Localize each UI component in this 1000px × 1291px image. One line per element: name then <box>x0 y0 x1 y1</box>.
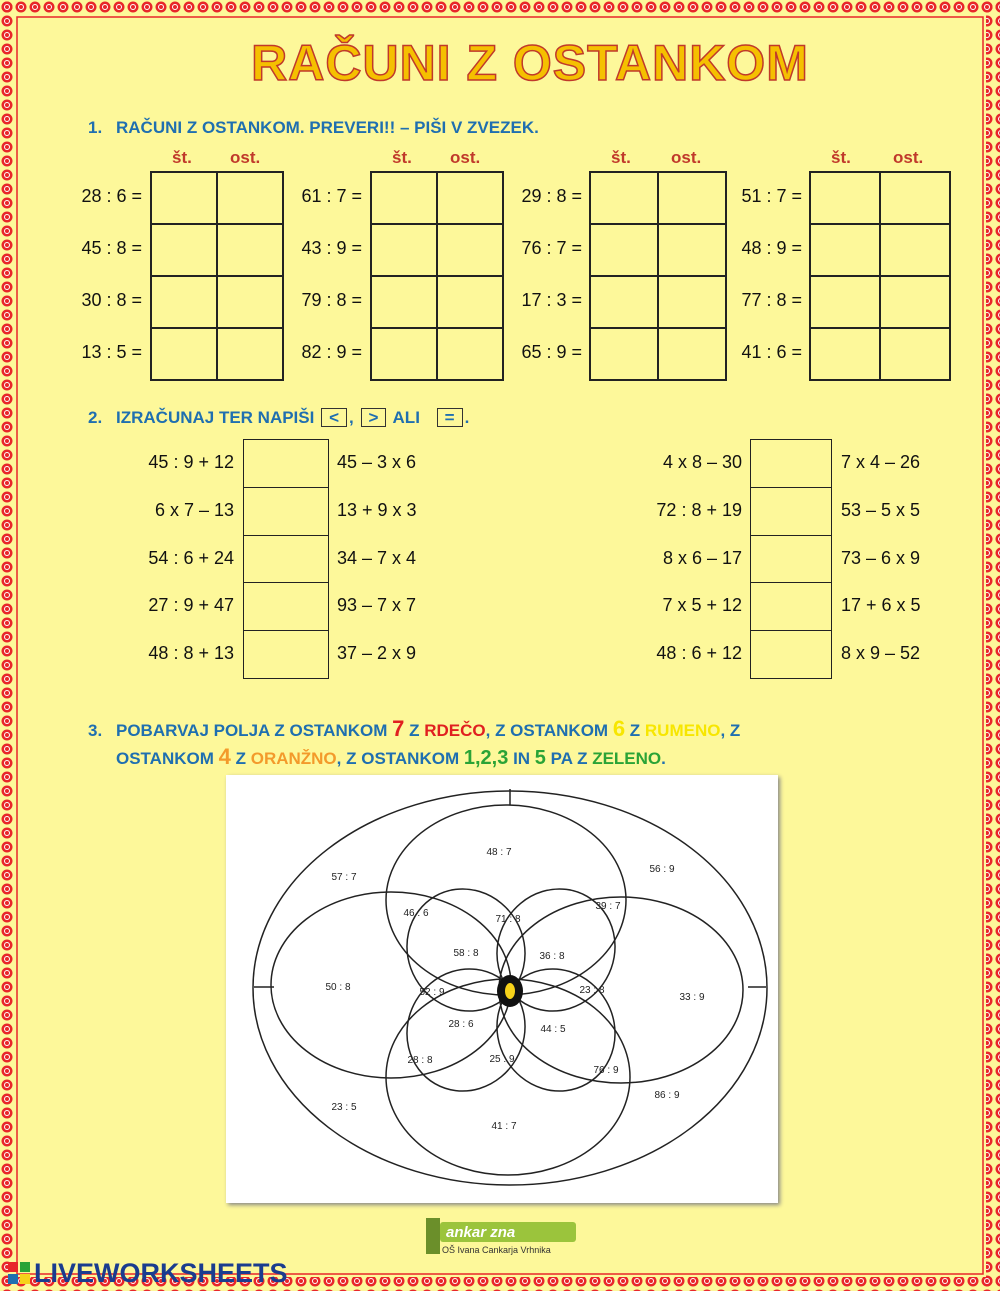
division-expression: 41 : 6 = <box>741 342 802 362</box>
quotient-input[interactable] <box>371 328 437 380</box>
comparison-input[interactable] <box>750 439 832 488</box>
region-label: 44 : 5 <box>540 1024 566 1035</box>
footer-brand: LIVEWORKSHEETS <box>34 1258 288 1288</box>
t3-text: , Z OSTANKOM <box>336 749 464 768</box>
comparison-input[interactable] <box>750 487 832 536</box>
region-label: 76 : 9 <box>593 1065 619 1076</box>
right-expression: 93 – 7 x 7 <box>337 595 417 616</box>
comparison-input[interactable] <box>243 630 329 679</box>
t3-color-green: ZELENO <box>592 749 662 768</box>
division-expression: 76 : 7 = <box>521 238 582 258</box>
task1-text: RAČUNI Z OSTANKOM. PREVERI!! – PIŠI V ZVEZEK. <box>116 118 539 137</box>
header-ost: ost. <box>671 148 702 167</box>
quotient-input[interactable] <box>810 172 880 224</box>
t3-text: . <box>661 749 666 768</box>
division-expression: 48 : 9 = <box>741 238 802 258</box>
region-label: 25 : 9 <box>489 1054 515 1065</box>
school-logo <box>426 1218 576 1258</box>
t3-num-5: 5 <box>534 747 546 769</box>
t3-text: Z <box>404 721 425 740</box>
region-label: 39 : 7 <box>595 901 621 912</box>
logo-image <box>426 1218 576 1258</box>
page-title: RAČUNI Z OSTANKOM <box>251 35 809 91</box>
dot: . <box>464 408 470 427</box>
less-than-symbol: < <box>321 408 347 427</box>
t3-num-123: 1,2,3 <box>463 747 509 769</box>
division-expression: 65 : 9 = <box>521 342 582 362</box>
remainder-input[interactable] <box>880 276 950 328</box>
region-label: 58 : 8 <box>453 948 479 959</box>
division-expression: 82 : 9 = <box>301 342 362 362</box>
left-expression: 45 : 9 + 12 <box>148 452 234 472</box>
right-expression: 7 x 4 – 26 <box>841 452 921 472</box>
region-label: 23 : 5 <box>331 1102 357 1113</box>
equals-symbol: = <box>437 408 463 427</box>
division-expression: 43 : 9 = <box>301 238 362 258</box>
quotient-input[interactable] <box>590 224 658 276</box>
quotient-input[interactable] <box>590 276 658 328</box>
quotient-input[interactable] <box>371 172 437 224</box>
region-label: 48 : 7 <box>486 847 512 858</box>
division-expression: 28 : 6 = <box>81 186 142 206</box>
left-expression: 4 x 8 – 30 <box>662 452 742 472</box>
task2-number: 2. <box>88 408 103 427</box>
remainder-input[interactable] <box>880 224 950 276</box>
left-expression: 48 : 8 + 13 <box>148 643 234 664</box>
region-label: 23 : 8 <box>579 985 605 996</box>
task3-instruction <box>88 716 888 772</box>
left-expression: 48 : 6 + 12 <box>656 643 742 664</box>
region-label: 57 : 7 <box>331 872 357 883</box>
header-st: št. <box>831 148 851 167</box>
division-expression: 51 : 7 = <box>741 186 802 206</box>
header-st: št. <box>611 148 631 167</box>
quotient-input[interactable] <box>151 224 217 276</box>
remainder-input[interactable] <box>880 328 950 380</box>
logo-sub: OŠ Ivana Cankarja Vrhnika <box>442 1245 551 1255</box>
task1-number: 1. <box>88 118 103 137</box>
t3-num-6: 6 <box>612 716 626 741</box>
quotient-input[interactable] <box>151 276 217 328</box>
t3-text: , Z <box>720 721 741 740</box>
greater-than-symbol: > <box>361 408 387 427</box>
header-ost: ost. <box>893 148 924 167</box>
quotient-input[interactable] <box>810 276 880 328</box>
t3-color-red: RDEČO <box>424 721 486 740</box>
right-expression: 53 – 5 x 5 <box>841 499 921 520</box>
quotient-input[interactable] <box>371 276 437 328</box>
bottom-circle[interactable] <box>386 979 630 1175</box>
t3-color-orange: ORANŽNO <box>250 749 337 768</box>
t3-color-yellow: RUMENO <box>644 721 721 740</box>
t3-text: IN <box>508 749 535 768</box>
left-expression: 72 : 8 + 19 <box>656 499 742 520</box>
left-expression: 54 : 6 + 24 <box>148 547 234 568</box>
division-expression: 61 : 7 = <box>301 186 362 206</box>
diagram-svg <box>226 775 778 1203</box>
comparison-input[interactable] <box>750 630 832 679</box>
answer-grid <box>150 171 284 381</box>
quotient-input[interactable] <box>151 328 217 380</box>
coloring-diagram <box>226 775 778 1203</box>
header-ost: ost. <box>450 148 481 167</box>
right-expression: 13 + 9 x 3 <box>337 499 417 520</box>
comparison-input[interactable] <box>243 487 329 536</box>
right-oval[interactable] <box>499 897 743 1083</box>
comma: , <box>349 408 354 427</box>
division-expression: 79 : 8 = <box>301 290 362 310</box>
quotient-input[interactable] <box>810 224 880 276</box>
right-expression: 8 x 9 – 52 <box>841 643 921 664</box>
header-ost: ost. <box>230 148 261 167</box>
task1-instruction <box>88 118 539 138</box>
region-label: 36 : 8 <box>539 951 565 962</box>
t3-text: PA Z <box>545 749 593 768</box>
region-label: 41 : 7 <box>491 1121 517 1132</box>
t3-text: OSTANKOM <box>116 749 219 768</box>
region-label: 52 : 9 <box>419 987 445 998</box>
comparison-input[interactable] <box>243 535 329 584</box>
left-expression: 8 x 6 – 17 <box>662 547 742 568</box>
comparison-input[interactable] <box>750 535 832 584</box>
division-expression: 45 : 8 = <box>81 238 142 258</box>
quotient-input[interactable] <box>590 328 658 380</box>
region-label: 33 : 9 <box>679 992 705 1003</box>
answer-grid <box>370 171 504 381</box>
t3-text: POBARVAJ POLJA Z OSTANKOM <box>116 721 393 740</box>
quotient-input[interactable] <box>151 172 217 224</box>
comparison-input[interactable] <box>243 439 329 488</box>
left-expression: 27 : 9 + 47 <box>148 595 234 616</box>
ali-text: ALI <box>392 408 420 427</box>
region-label: 46 : 6 <box>403 908 429 919</box>
right-expression: 34 – 7 x 4 <box>337 547 417 568</box>
region-label: 56 : 9 <box>649 864 675 875</box>
right-expression: 73 – 6 x 9 <box>841 547 921 568</box>
quotient-input[interactable] <box>371 224 437 276</box>
right-expression: 45 – 3 x 6 <box>337 452 417 472</box>
liveworksheets-logo-icon <box>8 1262 30 1284</box>
header-st: št. <box>392 148 412 167</box>
t3-num-4: 4 <box>218 744 231 769</box>
t3-text: Z <box>625 721 645 740</box>
answer-grid <box>589 171 727 381</box>
task2-text: IZRAČUNAJ TER NAPIŠI <box>116 408 315 427</box>
division-expression: 29 : 8 = <box>521 186 582 206</box>
quotient-input[interactable] <box>810 328 880 380</box>
region-label: 50 : 8 <box>325 982 351 993</box>
left-expression: 6 x 7 – 13 <box>154 499 234 520</box>
task3-number: 3. <box>88 721 103 740</box>
right-expression: 37 – 2 x 9 <box>337 643 417 664</box>
division-expression: 77 : 8 = <box>741 290 802 310</box>
answer-grid <box>809 171 951 381</box>
remainder-input[interactable] <box>880 172 950 224</box>
right-expression: 17 + 6 x 5 <box>841 595 921 616</box>
region-label: 71 : 8 <box>495 914 521 925</box>
comparison-input[interactable] <box>750 582 832 631</box>
header-st: št. <box>172 148 192 167</box>
left-expression: 7 x 5 + 12 <box>662 595 742 616</box>
region-label: 28 : 6 <box>448 1019 474 1030</box>
division-expression: 30 : 8 = <box>81 290 142 310</box>
logo-name: ankar zna <box>446 1224 516 1241</box>
division-expression: 13 : 5 = <box>81 342 142 362</box>
quotient-input[interactable] <box>590 172 658 224</box>
comparison-input[interactable] <box>243 582 329 631</box>
t3-num-7: 7 <box>392 716 405 741</box>
task2-instruction <box>88 408 469 428</box>
t3-text: Z <box>230 749 251 768</box>
region-label: 28 : 8 <box>407 1055 433 1066</box>
region-label: 86 : 9 <box>654 1090 680 1101</box>
division-expression: 17 : 3 = <box>521 290 582 310</box>
t3-text: , Z OSTANKOM <box>485 721 613 740</box>
